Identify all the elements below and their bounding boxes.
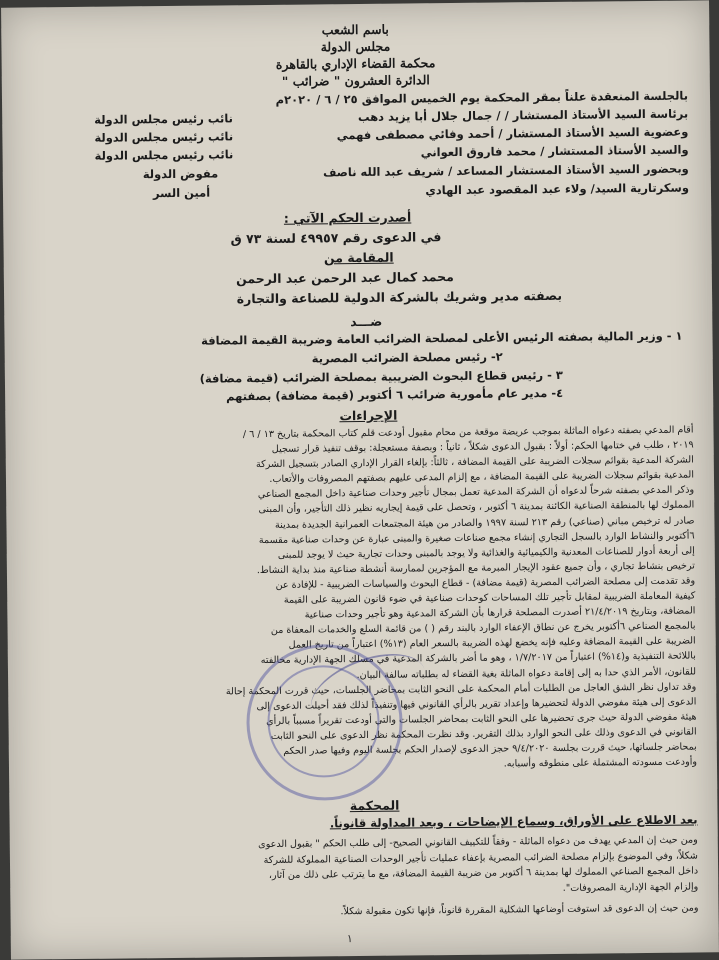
procedures-line: وقد تقدمت إلى مصلحة الضرائب المصرية (قيمة مضافة) - قطاع البحوث والسياسات الضريبية - للإفادة عن bbox=[275, 575, 696, 591]
procedures-line: بالمجمع الصناعي ٦أكتوبر يخرج عن نطاق الإعفاء الوارد بالبند رقم ( ) من قائمة السلع والخدمات المعفاة من bbox=[270, 620, 696, 637]
procedures-line: المضافة، وبتاريخ ٢١/٤/٢٠١٩ أصدرت المصلحة قرارها بأن الشركة المدعية وهو تأجير وحدات صناعية bbox=[304, 605, 696, 621]
member-3-title: نائب رئيس مجلس الدولة bbox=[94, 147, 234, 163]
member-4: وبحضور السيد الأستاذ المستشار المساعد / شريف عبد الله ناصف bbox=[322, 161, 689, 180]
court-line: شكلاً، وفي الموضوع بإلزام مصلحة الضرائب المصرية بإعفاء عمليات تأجير الوحدات الصناعية المملوكة للشركة bbox=[263, 849, 699, 866]
against-label: ضـــد bbox=[350, 313, 383, 330]
court-intro: بعد الاطلاع على الأوراق، وسماع الإيضاحات ، وبعد المداولة قانوناً. bbox=[329, 812, 698, 831]
procedures-line: ٢٠١٩ ، طلب في ختامها الحكم: أولاً : بقبول الدعوى شكلاً ، ثانياً : وبصفة مستعجلة: بوقف تنفيذ قرار تسجيل bbox=[271, 439, 694, 456]
defendant-1: ١ - وزير المالية بصفته الرئيس الأعلى لمصلحة الضرائب العامة وضريبة القيمة المضافة bbox=[201, 328, 683, 348]
procedures-line: باللائحة التنفيذية و(١٤%) اعتباراً من ١/٧/٢٠١٧ ، وهو ما أضر بالشركة المدعية في مسلك الجهة الإدارية مخالفته bbox=[260, 650, 696, 667]
procedures-line: صادر له ترخيص مباني (صناعي) رقم ٢١٣ لسنة ١٩٩٧ والصادر من هيئة المجتمعات العمرانية الجديدة بمدينة bbox=[274, 515, 695, 531]
procedures-heading: الإجراءات bbox=[339, 407, 398, 424]
session-intro: بالجلسة المنعقدة علناً بمقر المحكمة يوم الخميس الموافق ٢٥ / ٦ / ٢٠٢٠م bbox=[275, 88, 689, 107]
procedures-line: ٦أكتوبر والنشاط الوارد بالسجل التجاري إنشاء مجمع صناعات صغيرة والمبنى عبارة عن وحدات صناعية مقسمة bbox=[258, 530, 695, 546]
header-line-2: مجلس الدولة bbox=[320, 38, 391, 55]
procedures-line: المدعية بقوائم سجلات الضريبة على القيمة المضافة ، مع إلزام المدعى عليهم بصفتهم المصروفات والأتعاب. bbox=[269, 469, 695, 486]
member-3: والسيد الأستاذ المستشار / محمد فاروق العواني bbox=[420, 142, 689, 160]
member-5: وسكرتارية السيد/ ولاء عبد المقصود عبد الهادي bbox=[425, 180, 690, 198]
court-line: داخل المجمع الصناعي المملوك لها بمدينة ٦ أكتوبر من ضريبة القيمة المضافة، مع ما يترتب على ذلك من آثار، bbox=[268, 865, 699, 881]
procedures-line: أقام المدعي بصفته دعواه الماثلة بموجب عريضة موقعة من محام مقبول أودعت قلم كتاب المحكمة بتاريخ ١٣ / ٦ / bbox=[242, 424, 694, 441]
member-2-title: نائب رئيس مجلس الدولة bbox=[94, 129, 234, 145]
procedures-line: القانوني في الدعوى وذلك على النحو الوارد بذلك التقرير. وقد نظرت المحكمة نظر الدعوى على النحو الثابت bbox=[270, 726, 697, 742]
procedures-line: الضريبة على القيمة المضافة وعليه فإنه يخضع لهذه الضريبة بالسعر العام (١٣%) اعتباراً من تاريخ العمل bbox=[288, 635, 696, 652]
procedures-line: إلى أربعة أدوار للصناعات المعدنية والكيميائية والغذائية ولا يوجد بالمبنى وحدات تجارية حيث لا يوجد للمبنى bbox=[277, 545, 695, 561]
court-line: ومن حيث إن الدعوى قد استوفت أوضاعها الشكلية المقررة قانوناً، فإنها تكون مقبولة شكلاً. bbox=[340, 902, 699, 918]
procedures-line: وقد تداول نظر الشق العاجل من الطلبات أمام المحكمة على النحو الثابت بمحاضر الجلسات، حيث قررت المحكمة إحالة bbox=[225, 681, 697, 698]
defendant-3: ٣ - رئيس قطاع البحوث الضريبية بمصلحة الضرائب (قيمة مضافة) bbox=[199, 367, 563, 386]
header-line-4: الدائرة العشرون " ضرائب " bbox=[281, 72, 430, 89]
member-5-title: أمين السر bbox=[152, 185, 211, 201]
plaintiff-heading: المقامة من bbox=[323, 249, 394, 266]
court-body bbox=[28, 832, 699, 923]
defendant-4: ٤- مدير عام مأمورية ضرائب ٦ أكتوبر (قيمة مضافة) بصفتهم bbox=[226, 385, 564, 404]
header-line-3: محكمة القضاء الإداري بالقاهرة bbox=[275, 55, 436, 72]
member-4-title: مفوض الدولة bbox=[142, 166, 219, 182]
procedures-line: وذكر المدعي بصفته شرحاً لدعواه أن الشركة المدعية تعمل بمجال تأجير وحدات صناعية داخل المجمع الصناعي bbox=[257, 484, 695, 501]
procedures-line: هيئة مفوضي الدولة حيث جرى تحضيرها على النحو الثابت بمحاضر الجلسات والتي أودعت تقريراً مسبباً بالرأي bbox=[266, 711, 697, 727]
plaintiff-role: بصفته مدير وشريك بالشركة الدولية للصناعة والتجارة bbox=[236, 287, 563, 307]
court-line: وإلزام الجهة الإدارية المصروفات". bbox=[562, 880, 699, 894]
defendant-2: ٢- رئيس مصلحة الضرائب المصرية bbox=[311, 349, 503, 366]
procedures-line: الشركة المدعية بقوائم سجلات الضريبة على القيمة المضافة ، ثالثاً: بإلغاء القرار الإداري الصادر بتسجيل الشركة bbox=[255, 454, 694, 471]
procedures-line: للقانون، الأمر الذي حدا به إلى إقامة دعواه الماثلة بغية القضاء له بطلباته سالفة البيان. bbox=[356, 665, 697, 681]
procedures-line: الدعوى إلى هيئة مفوضي الدولة لتحضيرها وإعداد تقرير بالرأي القانوني فيها وتنفيذاً لذلك فقد أحيلت الدعوى إلى bbox=[256, 696, 697, 712]
document-page bbox=[1, 0, 719, 959]
member-2: وعضوية السيد الأستاذ المستشار / أحمد وفائي مصطفى فهمي bbox=[336, 124, 689, 143]
procedures-line: بمحاضر جلساتها، حيث قررت بجلسة ٩/٤/٢٠٢٠ حجز الدعوى لإصدار الحكم بجلسة اليوم وفيها صدر الحكم bbox=[283, 741, 697, 757]
plaintiff-name: محمد كمال عبد الرحمن عبد الرحمن bbox=[235, 269, 454, 287]
procedures-line: وأودعت مسودته المشتملة على منطوقه وأسبابه. bbox=[503, 756, 698, 770]
procedures-line: ترخيص بنشاط تجاري ، وأن جميع عقود الإيجار المبرمة مع المؤجرين لممارسة أنشطة صناعية منذ بداية النشاط. bbox=[256, 560, 695, 576]
court-heading: المحكمة bbox=[349, 797, 400, 814]
page-number: ١ bbox=[346, 932, 353, 946]
court-line: ومن حيث إن المدعي يهدف من دعواه الماثلة - وفقاً للتكييف القانوني الصحيح- إلى طلب الحكم " بقبول الدعوى bbox=[258, 834, 698, 851]
procedures-line: كيفية المعاملة الضريبية لمقابل تأجير تلك المساحات كوحدات صناعية في ضوء قانون الضريبة على القيمة bbox=[283, 590, 696, 606]
procedures-line: المملوك لها بالمنطقة الصناعية الكائنة بمدينة ٦ أكتوبر ، وتحصل على قيمة إيجاريه نظير ذلك التأجير، وأن المبنى bbox=[258, 499, 695, 516]
member-1-title: نائب رئيس مجلس الدولة bbox=[94, 111, 234, 127]
member-1: برئاسة السيد الأستاذ المستشار / / جمال جلال أبا يزيد دهب bbox=[357, 106, 689, 125]
case-number: في الدعوى رقم ٤٩٩٥٧ لسنة ٧٣ ق bbox=[230, 229, 442, 247]
ruling-heading: أصدرت الحكم الآتي : bbox=[283, 209, 412, 226]
header-line-1: باسم الشعب bbox=[321, 21, 389, 38]
